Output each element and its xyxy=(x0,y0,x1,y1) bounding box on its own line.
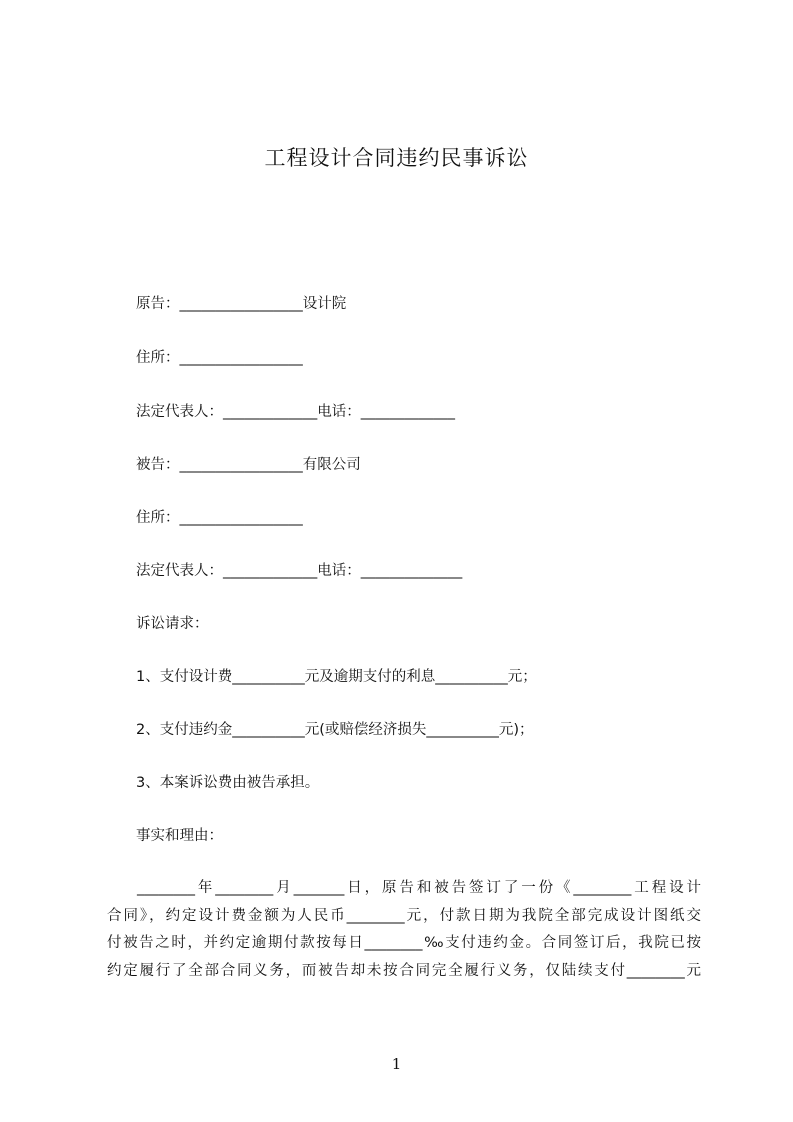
defendant-address-line: 住所：_________________ xyxy=(136,510,303,526)
facts-heading: 事实和理由： xyxy=(136,828,223,844)
claim-item-2: 2、支付违约金__________元(或赔偿经济损失__________元)； xyxy=(136,722,534,738)
defendant-representative-line: 法定代表人：_____________电话：______________ xyxy=(136,563,463,579)
facts-line-2: 合同》，约定设计费金额为人民币________元，付款日期为我院全部完成设计图纸交 xyxy=(107,907,701,924)
plaintiff-representative-line: 法定代表人：_____________电话：_____________ xyxy=(136,404,455,420)
claims-heading: 诉讼请求： xyxy=(136,616,209,632)
plaintiff-address-line: 住所：_________________ xyxy=(136,350,303,366)
document-title: 工程设计合同违约民事诉讼 xyxy=(264,146,529,170)
plaintiff-line: 原告：_________________设计院 xyxy=(136,296,347,312)
facts-line-3: 付被告之时，并约定逾期付款按每日________‰支付违约金。合同签订后，我院已按 xyxy=(107,935,701,951)
facts-line-1: ________年________月_______日，原告和被告签订了一份《________工程设计 xyxy=(137,880,701,896)
page-number: 1 xyxy=(391,1055,402,1073)
facts-paragraph xyxy=(107,875,701,985)
claim-item-1: 1、支付设计费__________元及逾期支付的利息__________元； xyxy=(136,669,537,685)
defendant-line: 被告：_________________有限公司 xyxy=(136,457,361,473)
facts-line-4: 约定履行了全部合同义务，而被告却未按合同完全履行义务，仅陆续支付________元 xyxy=(107,962,701,979)
claim-item-3: 3、本案诉讼费由被告承担。 xyxy=(136,775,320,791)
